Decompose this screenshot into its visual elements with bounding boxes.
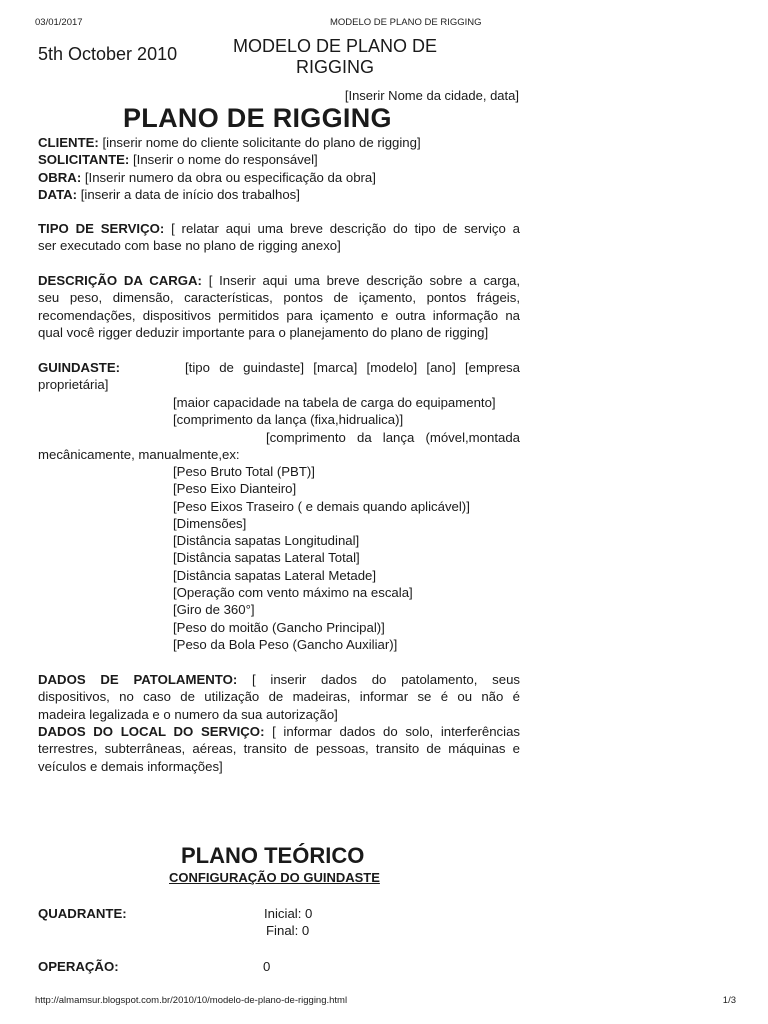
carga-text1: [ Inserir aqui uma breve descrição sobre a carga, (201, 273, 520, 288)
print-page-number: 1/3 (722, 995, 736, 1006)
peso-item: [Peso Bruto Total (PBT)] (173, 464, 315, 479)
data-label: DATA: (38, 186, 78, 202)
cliente-row (38, 134, 520, 151)
local-line2: terrestres, subterrâneas, aéreas, transito de pessoas, transito de máquinas e (38, 741, 520, 757)
guindaste-line1 (38, 359, 520, 376)
solicitante-row (38, 151, 520, 168)
lanca-movel-line2: mecânicamente, manualmente,ex: (38, 447, 240, 463)
city-date-placeholder: [Inserir Nome da cidade, data] (344, 88, 519, 103)
guindaste-line2: proprietária] (38, 377, 109, 393)
lanca-movel-line1: [comprimento da lança (móvel,montada (266, 430, 520, 445)
guindaste-items (173, 394, 496, 429)
document-heading: PLANO DE RIGGING (123, 103, 392, 133)
tipo-text1: [ relatar aqui uma breve descrição do tipo de serviço a (164, 221, 520, 236)
operacao-value: 0 (263, 959, 271, 974)
post-date: 5th October 2010 (38, 44, 178, 64)
lanca-movel (38, 429, 520, 464)
data-value: [inserir a data de início dos trabalhos] (77, 186, 300, 202)
obra-label: OBRA: (38, 169, 82, 185)
carga-line1 (38, 272, 520, 289)
patol-line3: madeira legalizada e o numero da sua autorização] (38, 706, 338, 722)
patol-text1: [ inserir dados do patolamento, seus (237, 672, 520, 687)
client-info (38, 134, 520, 203)
plano-teorico-heading: PLANO TEÓRICO (181, 843, 365, 868)
peso-item: [Distância sapatas Lateral Metade] (173, 567, 377, 583)
post-title (210, 36, 460, 78)
peso-item: [Peso da Bola Peso (Gancho Auxiliar)] (173, 636, 398, 652)
local-text1: [ informar dados do solo, interferências (264, 724, 520, 739)
obra-row (38, 169, 520, 186)
peso-item: [Peso do moitão (Gancho Principal)] (173, 619, 385, 635)
guindaste-text1: [tipo de guindaste] [marca] [modelo] [ano] [empresa (185, 360, 520, 375)
cliente-label: CLIENTE: (38, 135, 99, 150)
carga-label: DESCRIÇÃO DA CARGA: (38, 273, 202, 288)
patol-line2: dispositivos, no caso de utilização de madeiras, informar se é ou não é (38, 689, 520, 705)
tipo-servico-section (38, 220, 520, 255)
guindaste-section (38, 359, 520, 394)
cliente-value: [inserir nome do cliente solicitante do plano de rigging] (98, 135, 421, 150)
peso-item: [Peso Eixos Traseiro ( e demais quando aplicável)] (173, 498, 470, 514)
operacao-label: OPERAÇÃO: (38, 959, 119, 974)
configuracao-heading: CONFIGURAÇÃO DO GUINDASTE (169, 870, 380, 885)
patolamento-section (38, 671, 520, 723)
obra-value: [Inserir numero da obra ou especificação da obra] (81, 169, 376, 185)
guindaste-label: GUINDASTE: (38, 360, 121, 375)
patol-line1 (38, 671, 520, 688)
tipo-label: TIPO DE SERVIÇO: (38, 221, 165, 236)
local-line3: veículos e demais informações] (38, 758, 223, 774)
peso-items (173, 463, 470, 653)
peso-item: [Peso Eixo Dianteiro] (173, 481, 297, 497)
carga-line3: recomendações, dispositivos permitidos para içamento e outra informação na (38, 307, 520, 323)
local-line1 (38, 723, 520, 740)
post-title-line2: RIGGING (295, 57, 374, 77)
print-url: http://almamsur.blogspot.com.br/2010/10/modelo-de-plano-de-rigging.html (35, 995, 348, 1006)
patol-label: DADOS DE PATOLAMENTO: (38, 672, 238, 687)
quadrante-inicial: Inicial: 0 (264, 906, 313, 921)
peso-item: [Giro de 360°] (173, 602, 255, 618)
descricao-carga-section (38, 272, 520, 341)
local-servico-section (38, 723, 520, 775)
carga-line4: qual você rigger deduzir importante para o planejamento do plano de rigging] (38, 324, 489, 340)
post-title-line1: MODELO DE PLANO DE (232, 36, 438, 56)
solicitante-value: [Inserir o nome do responsável] (129, 152, 318, 168)
solicitante-label: SOLICITANTE: (38, 152, 130, 168)
guindaste-item: [maior capacidade na tabela de carga do equipamento] (173, 395, 496, 410)
tipo-line1 (38, 220, 520, 237)
local-label: DADOS DO LOCAL DO SERVIÇO: (38, 724, 265, 739)
tipo-line2: ser executado com base no plano de rigging anexo] (38, 238, 341, 254)
carga-line2: seu peso, dimensão, características, pontos de içamento, pontos frágeis, (38, 290, 520, 306)
print-date: 03/01/2017 (35, 17, 83, 28)
quadrante-label: QUADRANTE: (38, 906, 127, 921)
data-row (38, 186, 520, 203)
peso-item: [Distância sapatas Longitudinal] (173, 533, 360, 549)
peso-item: [Operação com vento máximo na escala] (173, 585, 413, 601)
quadrante-final: Final: 0 (266, 923, 310, 938)
guindaste-item: [comprimento da lança (fixa,hidrualica)] (173, 412, 404, 428)
peso-item: [Distância sapatas Lateral Total] (173, 550, 360, 566)
print-title: MODELO DE PLANO DE RIGGING (330, 17, 482, 28)
peso-item: [Dimensões] (173, 515, 247, 531)
